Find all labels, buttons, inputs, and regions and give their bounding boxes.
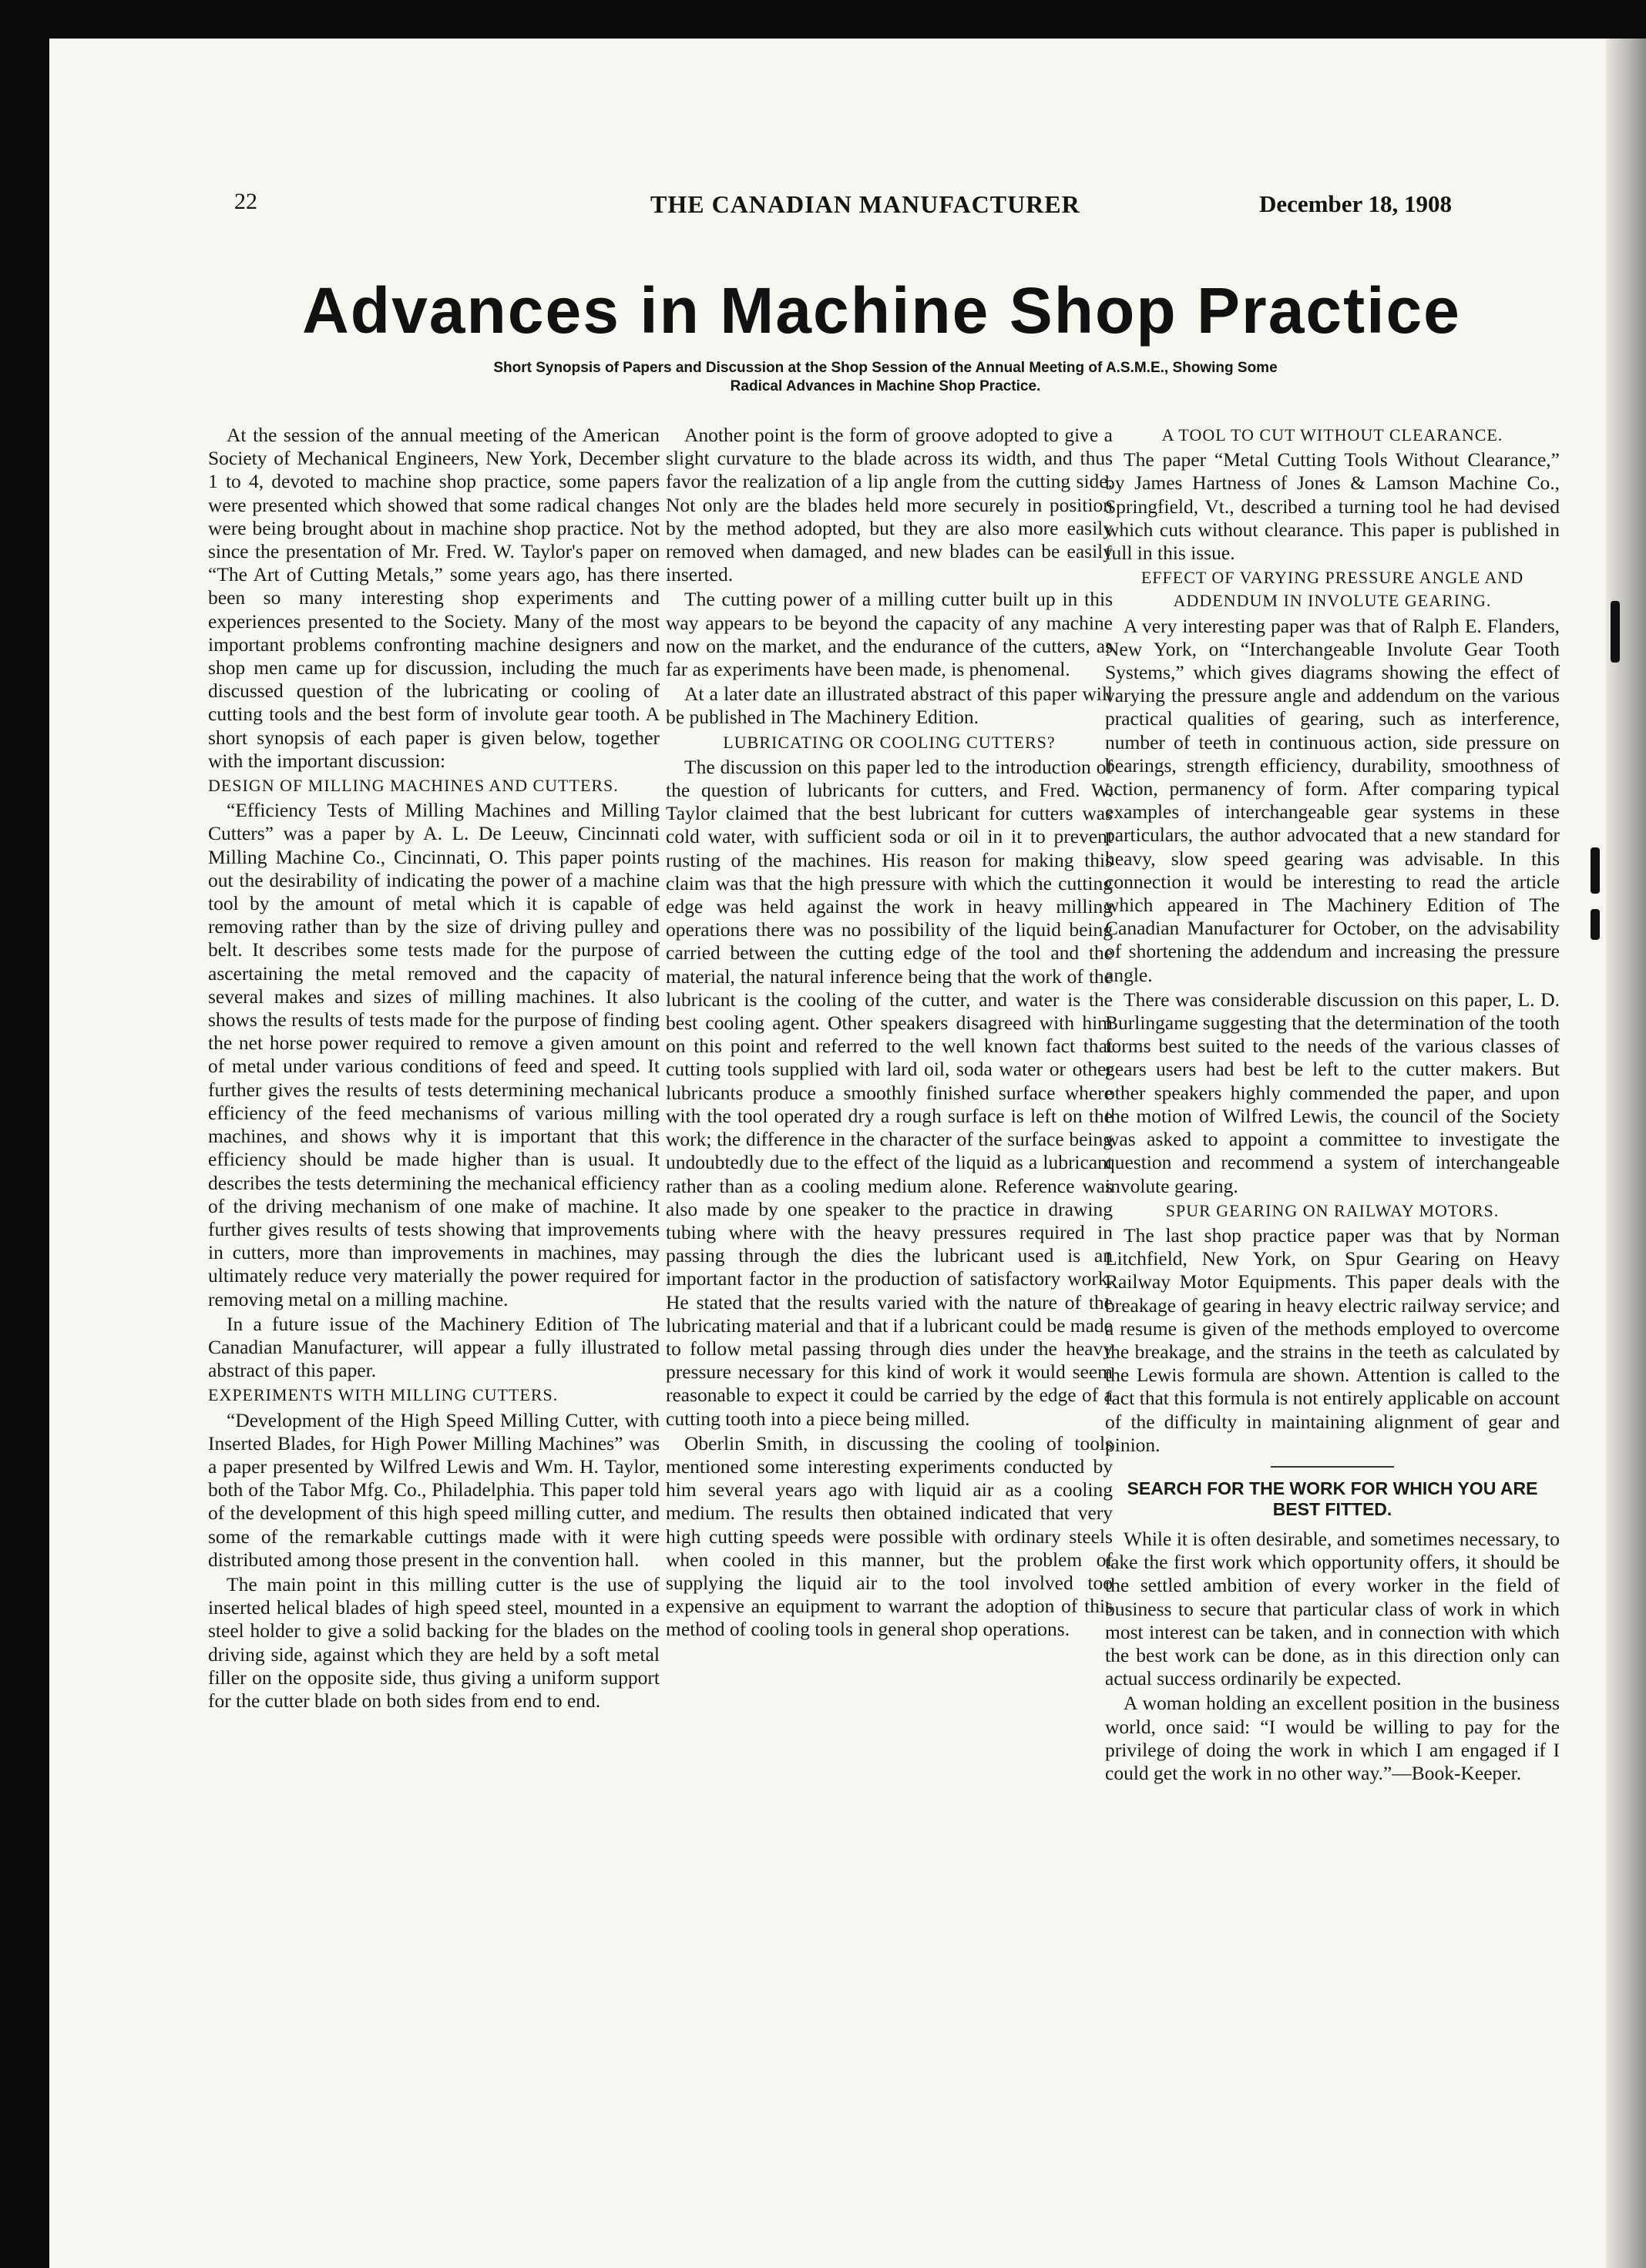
binding-mark	[1591, 909, 1600, 940]
section-heading-milling-design: DESIGN OF MILLING MACHINES AND CUTTERS.	[208, 776, 619, 796]
column-1	[208, 424, 660, 1714]
section-heading-lubricating: LUBRICATING OR COOLING CUTTERS?	[723, 732, 1056, 752]
issue-date: December 18, 1908	[1259, 190, 1452, 217]
article-subtitle: Short Synopsis of Papers and Discussion at the Shop Session of the Annual Meeting of A.S.M.E., Showing Some Radical Advances in Machine Shop Practice.	[493, 360, 1278, 394]
page-sheet	[49, 39, 1646, 2268]
article-title: Advances in Machine Shop Practice	[302, 274, 1461, 347]
section-divider	[1271, 1466, 1394, 1468]
publication-title: THE CANADIAN MANUFACTURER	[650, 190, 1080, 218]
gearing-paragraph-1: A very interesting paper was that of Ralph E. Flanders, New York, on “Interchangeable Involute Gear Tooth Systems,” which gives diagrams showing the effect of varying the pressure angle and addendum on the various practical qualities of gearing, such as interference, number of teeth in continuous action, side pressure on bearings, strength efficiency, durability, smoothness of action, permanency of form. After comparing typical examples of interchangeable gear systems in these particulars, the author advocated that a new standard for heavy, slow speed gearing was advisable. In this connection it would be interesting to read the article which appeared in The Machinery Edition of The Canadian Manufacturer for October, on the advisability of shortening the addendum and increasing the pressure angle.	[1105, 614, 1560, 986]
sidebar-paragraph-1: While it is often desirable, and sometimes necessary, to take the first work which opportunity offers, it should be the settled ambition of every worker in the field of business to secure that particular class of work in which most interest can be taken, and in connection with which the best work can be done, as in this direction only can actual success ordinarily be expected.	[1105, 1527, 1560, 1690]
section-heading-spur: SPUR GEARING ON RAILWAY MOTORS.	[1165, 1200, 1500, 1220]
experiments-paragraph-3: Another point is the form of groove adopted to give a slight curvature to the blade across its width, and thus favor the realization of a lip angle from the cutting side. Not only are the blades held more securely in position by the method adopted, but they are also more easily removed when damaged, and new blades can be easily inserted.	[666, 424, 1113, 586]
section-heading-gearing: EFFECT OF VARYING PRESSURE ANGLE AND ADDENDUM IN INVOLUTE GEARING.	[1140, 568, 1524, 611]
clearance-paragraph-1: The paper “Metal Cutting Tools Without Clearance,” by James Hartness of Jones & Lamson Machine Co., Springfield, Vt., described a turning tool he had devised which cuts without clearance. This paper is published in full in this issue.	[1105, 448, 1560, 565]
sidebar-article-title: SEARCH FOR THE WORK FOR WHICH YOU ARE BEST FITTED.	[1127, 1478, 1538, 1519]
spur-paragraph-1: The last shop practice paper was that by Norman Litchfield, New York, on Spur Gearing on Heavy Railway Motor Equipments. This paper deals with the breakage of gearing in heavy electric railway service; and a resume is given of the methods employed to overcome the breakage, and the strains in the teeth as calculated by the Lewis formula are shown. Attention is called to the fact that this formula is not entirely applicable on account of the difficulty in maintaining alignment of gear and pinion.	[1105, 1223, 1560, 1456]
intro-paragraph: At the session of the annual meeting of the American Society of Mechanical Engineers, New York, December 1 to 4, devoted to machine shop practice, some papers were presented which showed that some radical changes were being brought about in machine shop practice. Not since the presentation of Mr. Fred. W. Taylor's paper on “The Art of Cutting Metals,” some years ago, has there been so many interesting shop experiments and experiences presented to the Society. Many of the most important problems confronting machine designers and shop men came up for discussion, including the much discussed question of the lubricating or cooling of cutting tools and the best form of involute gear tooth. A short synopsis of each paper is given below, together with the important discussion:	[208, 424, 660, 772]
experiments-paragraph-5: At a later date an illustrated abstract of this paper will be published in The Machinery Edition.	[666, 683, 1113, 729]
lubricating-paragraph-1: The discussion on this paper led to the introduction of the question of lubricants for cutters, and Fred. W. Taylor claimed that the best lubricant for cutters was cold water, with sufficient soda or oil in it to prevent rusting of the machines. His reason for making this claim was that the high pressure with which the cutting edge was held against the work in heavy milling operations there was no possibility of the liquid being carried between the cutting edge of the tool and the material, the natural inference being that the work of the lubricant is the cooling of the cutter, and water is the best cooling agent. Other speakers disagreed with him on this point and referred to the well known fact that cutting tools supplied with lard oil, soda water or other lubricants produce a smoothly finished surface where with the tool operated dry a rough surface is left on the work; the difference in the character of the surface being undoubtedly due to the effect of the liquid as a lubricant rather than as a cooling medium alone. Reference was also made by one speaker to the practice in drawing tubing where with the heavy pressures required in passing through the dies the lubricant used is an important factor in the production of satisfactory work. He stated that the results varied with the nature of the lubricating material and that if a lubricant could be made to follow metal passing through dies under the heavy pressure necessary for this kind of work it would seem reasonable to expect it could be carried by the edge of a cutting tooth into a piece being milled.	[666, 755, 1113, 1430]
binding-mark	[1591, 847, 1600, 894]
binding-mark	[1611, 601, 1620, 663]
milling-design-paragraph-2: In a future issue of the Machinery Edition of The Canadian Manufacturer, will appear a fully illustrated abstract of this paper.	[208, 1312, 660, 1382]
column-2	[666, 424, 1113, 1643]
experiments-paragraph-4: The cutting power of a milling cutter built up in this way appears to be beyond the capacity of any machine now on the market, and the endurance of the cutters, as far as experiments have been made, is phenomenal.	[666, 588, 1113, 681]
experiments-paragraph-2: The main point in this milling cutter is the use of inserted helical blades of high speed steel, mounted in a steel holder to give a solid backing for the blades on the driving side, against which they are held by a soft metal filler on the opposite side, thus giving a uniform support for the cutter blade on both sides from end to end.	[208, 1572, 660, 1712]
page-header	[49, 189, 1646, 235]
section-heading-clearance: A TOOL TO CUT WITHOUT CLEARANCE.	[1161, 425, 1503, 445]
gearing-paragraph-2: There was considerable discussion on this paper, L. D. Burlingame suggesting that the determination of the tooth forms best suited to the needs of the various classes of gears users had best be left to the cutter makers. But other speakers highly commended the paper, and upon the motion of Wilfred Lewis, the council of the Society was asked to appoint a committee to investigate the question and recommend a system of interchangeable involute gearing.	[1105, 988, 1560, 1197]
experiments-paragraph-1: “Development of the High Speed Milling Cutter, with Inserted Blades, for High Power Milling Machines” was a paper presented by Wilfred Lewis and Wm. H. Taylor, both of the Tabor Mfg. Co., Philadelphia. This paper told of the development of this high speed milling cutter, and some of the remarkable cuttings made with it were distributed among those present in the convention hall.	[208, 1408, 660, 1571]
section-heading-experiments: EXPERIMENTS WITH MILLING CUTTERS.	[208, 1385, 559, 1405]
page-number: 22	[234, 189, 257, 214]
lubricating-paragraph-2: Oberlin Smith, in discussing the cooling of tools mentioned some interesting experiments conducted by him several years ago with liquid air as a cooling medium. The results then obtained indicated that very high cutting speeds were possible with ordinary steels when cooled in this manner, but the problem of supplying the liquid air to the tool involved too expensive an equipment to warrant the adoption of this method of cooling tools in general shop operations.	[666, 1431, 1113, 1641]
column-3	[1105, 424, 1560, 1787]
milling-design-paragraph-1: “Efficiency Tests of Milling Machines and Milling Cutters” was a paper by A. L. De Leeuw, Cincinnati Milling Machine Co., Cincinnati, O. This paper points out the desirability of indicating the power of a machine tool by the amount of metal which it is capable of removing rather than by the size of driving pulley and belt. It describes some tests made for the purpose of ascertaining the metal removed and the capacity of several makes and sizes of milling machines. It also shows the results of tests made for the purpose of finding the net horse power required to remove a given amount of metal under various conditions of feed and speed. It further gives the results of tests determining mechanical efficiency of the feed mechanisms of various milling machines, and shows why it is important that this efficiency should be made higher than is usual. It describes the tests determining the mechanical efficiency of the driving mechanism of one make of machine. It further gives results of tests showing that improvements in cutters, more than improvements in machines, may ultimately reduce very materially the power required for removing metal on a milling machine.	[208, 799, 660, 1310]
sidebar-paragraph-2: A woman holding an excellent position in the business world, once said: “I would be willing to pay for the privilege of doing the work in which I am engaged if I could get the work in no other way.”—Book-Keeper.	[1105, 1692, 1560, 1784]
facing-page-edge	[1606, 39, 1646, 2268]
